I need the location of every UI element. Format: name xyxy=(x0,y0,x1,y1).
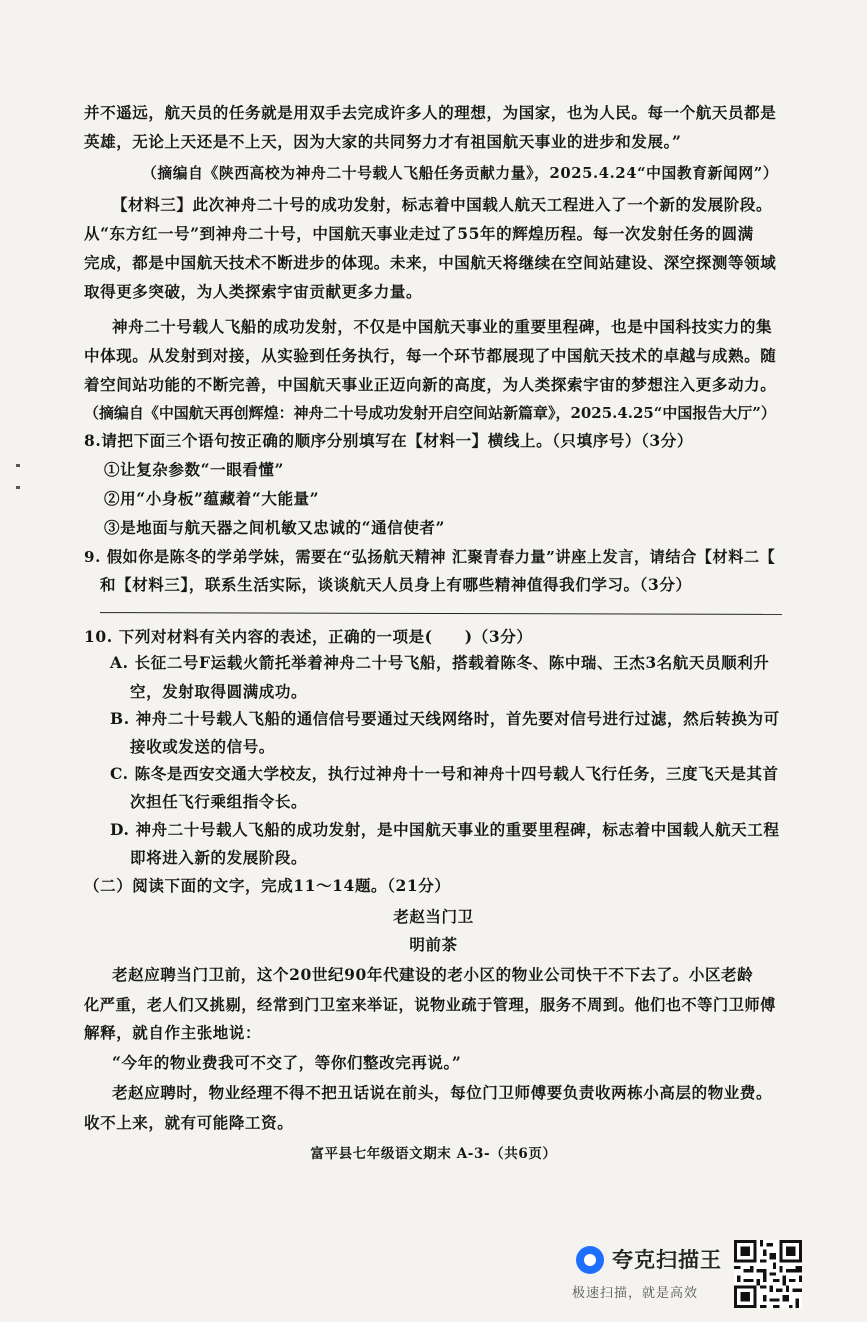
q10-option-d-line-1: D. 神舟二十号载人飞船的成功发射，是中国航天事业的重要里程碑，标志着中国载人航天工程 xyxy=(110,820,780,839)
q10-option-b-line-2: 接收或发送的信号。 xyxy=(130,737,275,756)
material3-line-4: 取得更多突破，为人类探索宇宙贡献更多力量。 xyxy=(84,282,423,301)
story-author: 明前茶 xyxy=(409,935,458,954)
material3-line-1: 【材料三】此次神舟二十号的成功发射，标志着中国载人航天工程进入了一个新的发展阶段。 xyxy=(112,195,773,214)
story-p1-line-3: 解释，就自作主张地说： xyxy=(84,1023,262,1042)
material3-p2-line-2: 中体现。从发射到对接，从实验到任务执行，每一个环节都展现了中国航天技术的卓越与成熟。随 xyxy=(84,346,777,365)
continuation-line-1: 并不遥远，航天员的任务就是用双手去完成许多人的理想，为国家，也为人民。每一个航天员都是 xyxy=(84,103,777,122)
answer-line xyxy=(100,612,782,615)
scan-speck xyxy=(16,464,20,467)
section-2-heading: （二）阅读下面的文字，完成11～14题。（21分） xyxy=(84,876,451,895)
q8-item-1: ①让复杂参数“一眼看懂” xyxy=(104,460,285,479)
source-material-2: （摘编自《陕西高校为神舟二十号载人飞船任务贡献力量》，2025.4.24“中国教育新闻网”） xyxy=(142,165,779,182)
story-p3-line-1: 老赵应聘时，物业经理不得不把丑话说在前头，每位门卫师傅要负责收两栋小高层的物业费。 xyxy=(112,1083,773,1102)
question-8-stem: 8.请把下面三个语句按正确的顺序分别填写在【材料一】横线上。（只填序号）（3分） xyxy=(84,431,693,450)
q10-option-a-line-1: A. 长征二号F运载火箭托举着神舟二十号飞船，搭载着陈冬、陈中瑞、王杰3名航天员顺利升 xyxy=(110,653,770,672)
q10-option-a-line-2: 空，发射取得圆满成功。 xyxy=(130,682,308,701)
story-title: 老赵当门卫 xyxy=(393,907,474,926)
q10-option-b-line-1: B. 神舟二十号载人飞船的通信信号要通过天线网络时，首先要对信号进行过滤，然后转换为可 xyxy=(110,709,780,728)
scan-speck xyxy=(16,486,20,489)
qr-code-icon xyxy=(734,1240,802,1308)
brand-slogan: 极速扫描，就是高效 xyxy=(572,1286,699,1301)
q8-item-2: ②用“小身板”蕴藏着“大能量” xyxy=(104,489,320,508)
source-material-3: （摘编自《中国航天再创辉煌：神舟二十号成功发射开启空间站新篇章》，2025.4.25“中国报告大厅”） xyxy=(84,404,776,422)
material3-p2-line-1: 神舟二十号载人飞船的成功发射，不仅是中国航天事业的重要里程碑，也是中国科技实力的集 xyxy=(112,317,773,336)
q10-option-c-line-2: 次担任飞行乘组指令长。 xyxy=(130,792,308,811)
quark-logo-icon xyxy=(576,1246,604,1274)
q8-item-3: ③是地面与航天器之间机敏又忠诚的“通信使者” xyxy=(104,518,446,537)
story-p1-line-1: 老赵应聘当门卫前，这个20世纪90年代建设的老小区的物业公司快干不下去了。小区老龄 xyxy=(112,965,754,984)
material3-line-2: 从“东方红一号”到神舟二十号，中国航天事业走过了55年的辉煌历程。每一次发射任务的圆满 xyxy=(84,224,754,243)
q10-option-d-line-2: 即将进入新的发展阶段。 xyxy=(130,848,308,867)
question-9-line-2: 和【材料三】，联系生活实际，谈谈航天人员身上有哪些精神值得我们学习。（3分） xyxy=(100,575,692,594)
story-p3-line-2: 收不上来，就有可能降工资。 xyxy=(84,1113,294,1132)
page-footer: 富平县七年级语文期末 A-3-（共6页） xyxy=(310,1146,557,1162)
material3-line-3: 完成，都是中国航天技术不断进步的体现。未来，中国航天将继续在空间站建设、深空探测等领域 xyxy=(84,253,777,272)
question-10-stem: 10. 下列对材料有关内容的表述，正确的一项是( )（3分） xyxy=(84,627,533,646)
q10-option-c-line-1: C. 陈冬是西安交通大学校友，执行过神舟十一号和神舟十四号载人飞行任务，三度飞天是其首 xyxy=(110,764,779,783)
brand-name: 夸克扫描王 xyxy=(612,1248,722,1272)
material3-p2-line-3: 着空间站功能的不断完善，中国航天事业正迈向新的高度，为人类探索宇宙的梦想注入更多动力。 xyxy=(84,375,777,394)
continuation-line-2: 英雄，无论上天还是不上天，因为大家的共同努力才有祖国航天事业的进步和发展。” xyxy=(84,132,682,151)
story-quote: “今年的物业费我可不交了，等你们整改完再说。” xyxy=(112,1053,462,1072)
question-9-line-1: 9. 假如你是陈冬的学弟学妹，需要在“弘扬航天精神 汇聚青春力量”讲座上发言，请结合【材料二【 xyxy=(84,548,776,566)
scanner-watermark xyxy=(570,1238,730,1308)
story-p1-line-2: 化严重，老人们又挑剔，经常到门卫室来举证，说物业疏于管理，服务不周到。他们也不等门卫师傅 xyxy=(84,996,776,1014)
